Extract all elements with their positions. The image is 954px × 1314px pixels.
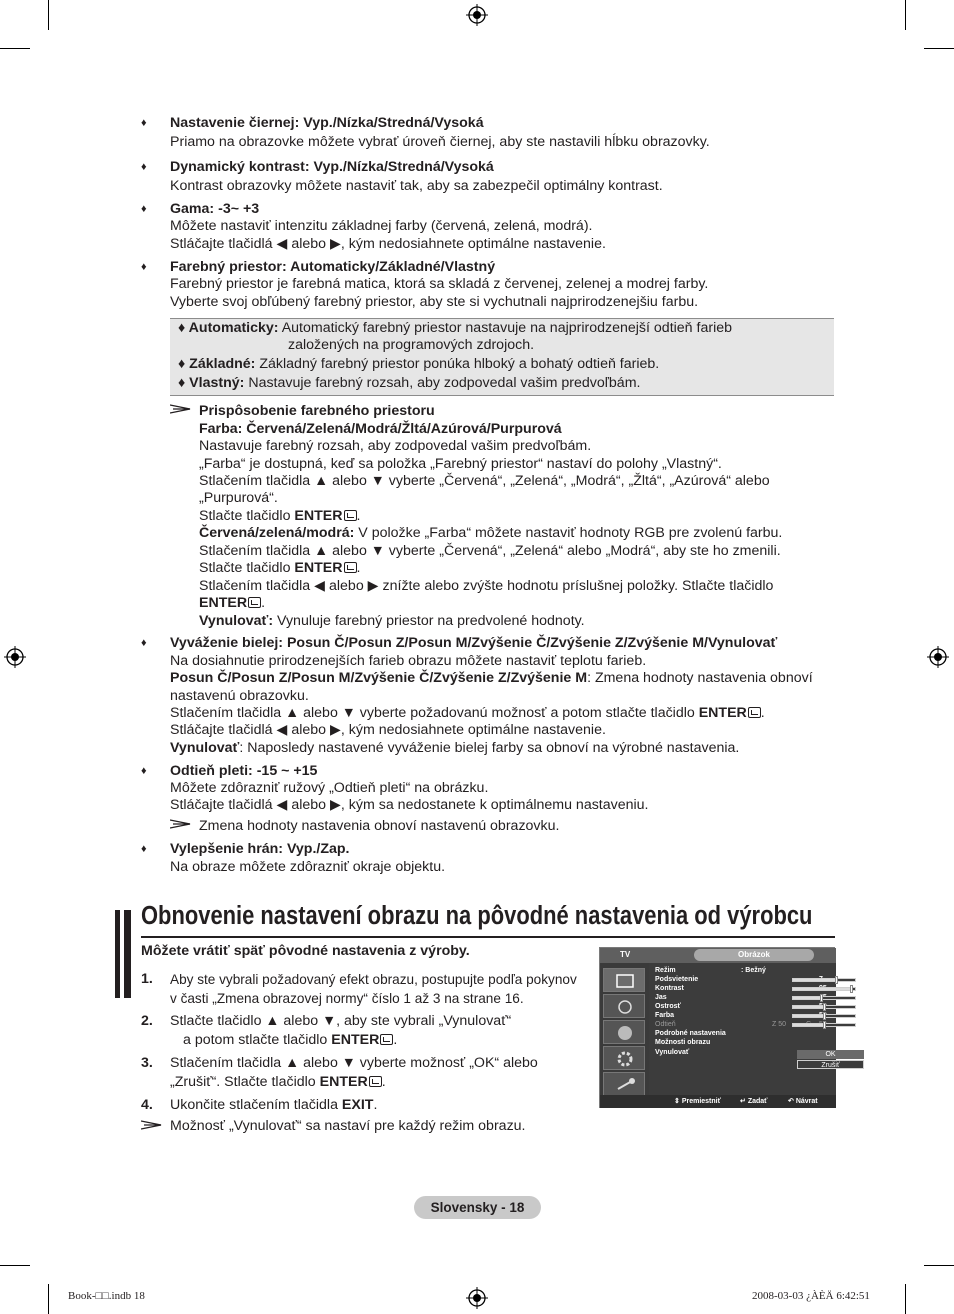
skin-tone-title: Odtieň pleti: -15 ~ +15 — [170, 763, 318, 779]
print-slug-left: Book-□□.indb 18 — [68, 1290, 145, 1302]
osd-return-hint: ↶ Návrat — [788, 1098, 818, 1105]
osd-tab-picture: Obrázok — [694, 949, 814, 961]
heading-rule — [141, 936, 835, 938]
note-arrow-icon — [170, 818, 192, 830]
dynamic-contrast-text: Kontrast obrazovky môžete nastaviť tak, aby sa zabezpečil optimálny kontrast. — [170, 178, 663, 194]
up-arrow-icon: ▲ — [285, 1055, 300, 1071]
osd-content — [649, 963, 840, 1095]
skin-tone-line-1: Môžete zdôrazniť ružový „Odtieň pleti“ na obrázku. — [170, 780, 489, 796]
channel-menu-icon — [603, 1020, 645, 1044]
osd-row-label: Režim — [655, 967, 676, 974]
customize-line-7: Stlačením tlačidla ▲ alebo ▼ vyberte „Červená“, „Zelená“ alebo „Modrá“, aby ste ho zmenili. — [199, 543, 781, 559]
osd-row-label: Podrobné nastavenia — [655, 1030, 726, 1037]
up-arrow-icon: ▲ — [285, 705, 300, 721]
left-arrow-icon: ◀ — [276, 722, 288, 738]
option-automatic-cont: založených na programových zdrojoch. — [288, 337, 535, 353]
down-arrow-icon: ▼ — [370, 473, 385, 489]
osd-slider-fill — [793, 1015, 824, 1017]
osd-slider-bar — [792, 1005, 856, 1009]
gamma-text: Môžete nastaviť intenzitu základnej farby (červená, zelená, modrá). — [170, 218, 593, 234]
bullet-icon: ♦ — [141, 843, 147, 855]
customize-line-10: ENTER . — [199, 595, 266, 611]
customize-line-9: Stlačením tlačidla ◀ alebo ▶ znížte alebo zvýšte hodnotu príslušnej položky. Stlačte tlačidlo — [199, 578, 774, 594]
osd-slider-bar — [792, 1023, 856, 1027]
osd-row-label: Podsvietenie — [655, 976, 699, 983]
step-3-line-2: „Zrušiť“. Stlačte tlačidlo ENTER . — [170, 1074, 386, 1090]
osd-footer — [600, 1095, 836, 1108]
heading-side-bar — [115, 910, 120, 998]
customize-line-8: Stlačte tlačidlo ENTER . — [199, 560, 361, 576]
skin-tone-line-2: Stláčajte tlačidlá ◀ alebo ▶, kým sa nedostanete k optimálnemu nastaveniu. — [170, 797, 649, 813]
print-slug-right: 2008-03-03 ¿ÀÈÄ 6:42:51 — [752, 1290, 870, 1302]
step-1-line-1: Aby ste vybrali požadovaný efekt obrazu, postupujte podľa pokynov — [170, 972, 577, 987]
edge-text: Na obraze môžete zdôrazniť okraje objektu. — [170, 859, 446, 875]
osd-slider-knob — [820, 994, 823, 1002]
left-arrow-icon: ◀ — [314, 578, 326, 594]
enter-icon — [380, 1034, 393, 1045]
dynamic-contrast-title: Dynamický kontrast: Vyp./Nízka/Stredná/Vysoká — [170, 159, 494, 175]
down-arrow-icon: ▼ — [341, 705, 356, 721]
osd-slider-fill — [793, 1024, 824, 1026]
customize-line-1: Nastavuje farebný rozsah, aby zodpovedal vašim predvoľbám. — [199, 438, 592, 454]
osd-enter-hint: ↵ Zadať — [740, 1098, 768, 1105]
bullet-icon: ♦ — [141, 117, 147, 129]
sound-menu-icon — [603, 994, 645, 1018]
white-balance-line-1: Na dosiahnutie prirodzenejších farieb obrazu môžete nastaviť teplotu farieb. — [170, 653, 647, 669]
osd-row-label: Možnosti obrazu — [655, 1039, 711, 1046]
registration-mark-top — [466, 4, 488, 26]
picture-menu-icon — [603, 968, 645, 992]
osd-slider-bar — [792, 978, 856, 982]
option-basic: ♦ Základné: Základný farebný priestor ponúka hlboký a bohatý odtieň farieb. — [178, 356, 660, 372]
enter-icon — [344, 510, 357, 521]
osd-slider-bar — [792, 996, 856, 1000]
tv-osd-picture-menu — [599, 947, 840, 1108]
registration-mark-left — [4, 646, 26, 668]
step-2-number: 2. — [141, 1013, 153, 1029]
setup-menu-icon — [603, 1046, 645, 1070]
enter-icon — [369, 1076, 382, 1087]
step-1-number: 1. — [141, 971, 153, 987]
osd-move-hint: ⇕ Premiestniť — [674, 1098, 721, 1105]
osd-header — [600, 948, 836, 963]
heading-side-bar-2 — [124, 910, 131, 998]
osd-slider-bar — [792, 987, 856, 991]
down-arrow-icon: ▼ — [341, 1055, 356, 1071]
page-number-badge: Slovensky - 18 — [414, 1196, 541, 1219]
white-balance-line-6: Vynulovať: Naposledy nastavené vyváženie bielej farby sa obnoví na výrobné nastavenia. — [170, 740, 740, 756]
step-1-line-2: v časti „Zmena obrazovej normy“ číslo 1 až 3 na strane 16. — [170, 991, 524, 1006]
osd-cancel-button: Zrušiť — [797, 1060, 864, 1069]
bullet-icon: ♦ — [141, 261, 147, 273]
enter-icon — [748, 707, 761, 718]
note-arrow-icon — [141, 1119, 163, 1131]
right-arrow-icon: ▶ — [330, 722, 341, 738]
registration-mark-bottom — [466, 1287, 488, 1309]
step-2-line-2: a potom stlačte tlačidlo ENTER . — [183, 1032, 398, 1048]
white-balance-line-4: Stlačením tlačidla ▲ alebo ▼ vyberte požadovanú možnosť a potom stlačte tlačidlo ENTER . — [170, 705, 765, 721]
gamma-instructions: Stláčajte tlačidlá ◀ alebo ▶, kým nedosiahnete optimálne nastavenie. — [170, 236, 606, 252]
osd-slider-fill — [793, 1006, 824, 1008]
customize-title: Prispôsobenie farebného priestoru — [199, 403, 435, 419]
gamma-title: Gama: -3~ +3 — [170, 201, 260, 217]
customize-line-5: Stlačte tlačidlo ENTER . — [199, 508, 361, 524]
customize-line-6: Červená/zelená/modrá: V položke „Farba“ môžete nastaviť hodnoty RGB pre zvolenú farbu. — [199, 525, 783, 541]
osd-slider-knob — [850, 985, 853, 993]
customize-line-2: „Farba“ je dostupná, keď sa položka „Farebný priestor“ nastaví do polohy „Vlastný“. — [199, 456, 722, 472]
osd-row-label: Kontrast — [655, 985, 684, 992]
customize-color-title: Farba: Červená/Zelená/Modrá/Žltá/Azúrová/Purpurová — [199, 421, 562, 437]
color-space-title: Farebný priestor: Automaticky/Základné/Vlastný — [170, 259, 496, 275]
osd-row-label: Vynulovať — [655, 1049, 690, 1056]
section-heading: Obnovenie nastavení obrazu na pôvodné nastavenia od výrobcu — [141, 902, 813, 930]
option-automatic: ♦ Automaticky: Automatický farebný priestor nastavuje na najprirodzenejší odtieň farieb — [178, 320, 732, 336]
osd-slider-fill — [793, 979, 836, 981]
input-menu-icon — [603, 1072, 645, 1096]
step-3-line-1: Stlačením tlačidla ▲ alebo ▼ vyberte možnosť „OK“ alebo — [170, 1055, 538, 1071]
right-arrow-icon: ▶ — [330, 797, 341, 813]
registration-mark-right — [927, 646, 949, 668]
white-balance-line-5: Stláčajte tlačidlá ◀ alebo ▶, kým nedosiahnete optimálne nastavenie. — [170, 722, 606, 738]
bullet-icon: ♦ — [141, 161, 147, 173]
osd-slider-fill — [793, 988, 852, 990]
color-space-text-2: Vyberte svoj obľúbený farebný priestor, aby ste si vychutnali najprirodzenejšiu farbu. — [170, 294, 699, 310]
osd-row-label: Farba — [655, 1012, 675, 1019]
white-balance-line-3: nastavenú obrazovku. — [170, 688, 309, 704]
customize-line-3: Stlačením tlačidla ▲ alebo ▼ vyberte „Červená“, „Zelená“, „Modrá“, „Žltá“, „Azúrová“ alebo — [199, 473, 770, 489]
customize-reset: Vynulovať: Vynuluje farebný priestor na predvolené hodnoty. — [199, 613, 585, 629]
note-arrow-icon — [170, 403, 192, 415]
white-balance-title: Vyváženie bielej: Posun Č/Posun Z/Posun M/Zvýšenie Č/Zvýšenie Z/Zvýšenie M/Vynulovať — [170, 635, 778, 651]
right-arrow-icon: ▶ — [367, 578, 379, 594]
step-4-number: 4. — [141, 1097, 153, 1113]
osd-row-label: Jas — [655, 994, 667, 1001]
enter-icon — [344, 562, 357, 573]
osd-row-value: : Bežný — [741, 967, 766, 974]
customize-line-4: „Purpurová“. — [199, 490, 278, 506]
color-space-text-1: Farebný priestor je farebná matica, ktorá sa skladá z červenej, zelenej a modrej farby. — [170, 276, 709, 292]
bullet-icon: ♦ — [141, 637, 147, 649]
edge-title: Vylepšenie hrán: Vyp./Zap. — [170, 841, 350, 857]
up-arrow-icon: ▲ — [314, 543, 329, 559]
osd-row-z: Z 50 — [772, 1021, 787, 1028]
osd-slider-knob — [823, 1003, 826, 1011]
option-custom: ♦ Vlastný: Nastavuje farebný rozsah, aby zodpovedal vašim predvoľbám. — [178, 375, 641, 391]
osd-source: TV — [620, 950, 631, 959]
white-balance-line-2: Posun Č/Posun Z/Posun M/Zvýšenie Č/Zvýšenie Z/Zvýšenie M: Zmena hodnoty nastavenia obnoví — [170, 670, 813, 686]
steps-note: Možnosť „Vynulovať“ sa nastaví pre každý režim obrazu. — [170, 1118, 526, 1134]
step-3-number: 3. — [141, 1055, 153, 1071]
osd-slider-bar — [792, 1014, 856, 1018]
black-level-title: Nastavenie čiernej: Vyp./Nízka/Stredná/Vysoká — [170, 115, 484, 131]
section-subheading: Môžete vrátiť späť pôvodné nastavenia z výroby. — [141, 943, 470, 959]
black-level-text: Priamo na obrazovke môžete vybrať úroveň čiernej, aby ste nastavili hĺbku obrazovky. — [170, 134, 710, 150]
step-2-line-1: Stlačte tlačidlo ▲ alebo ▼, aby ste vybrali „Vynulovať“ — [170, 1013, 512, 1029]
step-4-line-1: Ukončite stlačením tlačidla EXIT. — [170, 1097, 378, 1113]
osd-row-label: Odtieň — [655, 1021, 676, 1028]
bullet-icon: ♦ — [141, 203, 147, 215]
osd-sidebar — [600, 963, 649, 1095]
up-arrow-icon: ▲ — [265, 1013, 280, 1029]
osd-slider-fill — [793, 997, 821, 999]
down-arrow-icon: ▼ — [322, 1013, 337, 1029]
osd-row-label: Ostrosť — [655, 1003, 681, 1010]
right-arrow-icon: ▶ — [330, 236, 341, 252]
left-arrow-icon: ◀ — [276, 797, 288, 813]
osd-slider-knob — [823, 1012, 826, 1020]
left-arrow-icon: ◀ — [276, 236, 288, 252]
skin-tone-note: Zmena hodnoty nastavenia obnoví nastavenú obrazovku. — [199, 818, 560, 834]
osd-slider-knob — [835, 976, 838, 984]
down-arrow-icon: ▼ — [370, 543, 385, 559]
up-arrow-icon: ▲ — [314, 473, 329, 489]
osd-ok-button: OK — [797, 1050, 864, 1059]
enter-icon — [248, 597, 261, 608]
bullet-icon: ♦ — [141, 765, 147, 777]
osd-slider-knob — [823, 1021, 826, 1029]
